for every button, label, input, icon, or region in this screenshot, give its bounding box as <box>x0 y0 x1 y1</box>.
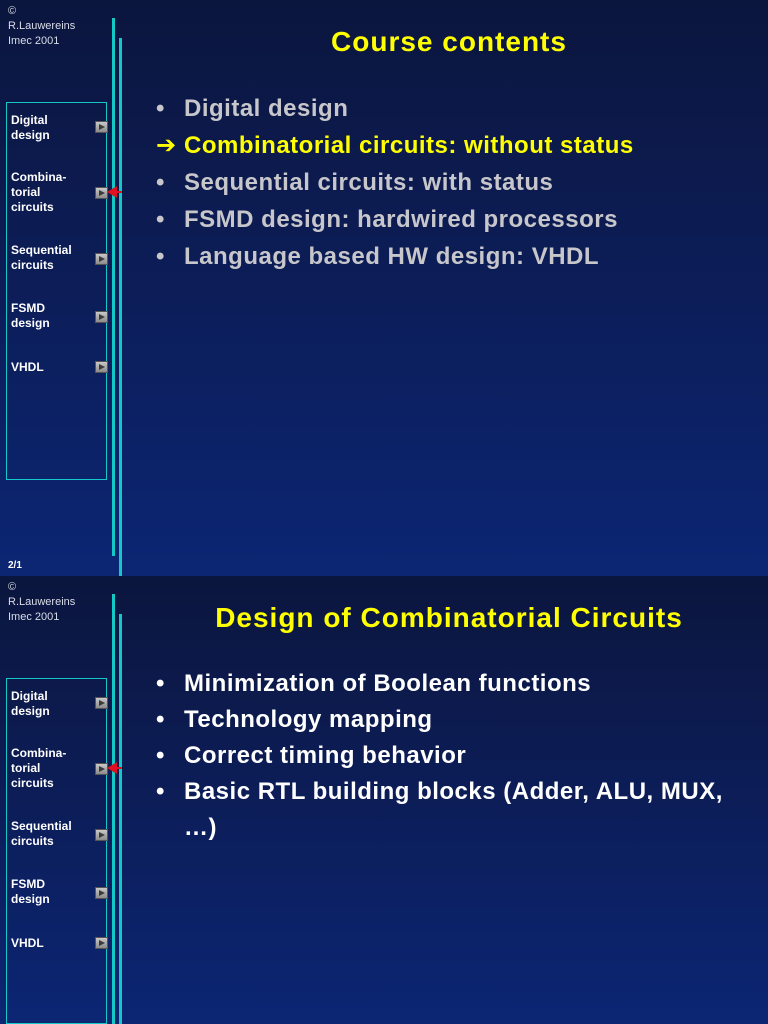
slide-title: Design of Combinatorial Circuits <box>215 602 683 633</box>
list-item <box>156 666 756 702</box>
nav-item-label: Digital design <box>11 689 50 718</box>
accent-line-left <box>112 594 115 1024</box>
list-item-current <box>156 127 756 164</box>
copyright-line: © <box>8 5 17 17</box>
play-arrow-icon[interactable] <box>95 887 108 899</box>
accent-line-right <box>119 614 122 1024</box>
bullet-list <box>156 666 756 846</box>
list-item-text: FSMD design: hardwired processors <box>184 206 618 233</box>
play-arrow-icon[interactable] <box>95 121 108 133</box>
nav-item-label: VHDL <box>11 360 44 374</box>
list-item <box>156 702 756 738</box>
list-item-text: Technology mapping <box>184 706 433 733</box>
bullet-marker: • <box>156 742 165 769</box>
play-arrow-icon[interactable] <box>95 829 108 841</box>
list-item <box>156 164 756 201</box>
list-item-text: Sequential circuits: with status <box>184 169 554 196</box>
bullet-marker: • <box>156 95 165 122</box>
arrow-right-icon: ➔ <box>156 132 177 159</box>
copyright-line: © <box>8 581 17 593</box>
nav-item-label: Sequential circuits <box>11 243 72 272</box>
accent-line-left <box>112 18 115 556</box>
red-pointer-stem <box>116 767 122 769</box>
play-arrow-icon[interactable] <box>95 937 108 949</box>
section-nav <box>6 678 107 1024</box>
list-item <box>156 201 756 238</box>
bullet-marker: • <box>156 778 165 805</box>
list-item <box>156 774 756 846</box>
list-item-text: Digital design <box>184 95 349 122</box>
nav-item-label: FSMD design <box>11 301 50 330</box>
copyright-line: R.Lauwereins <box>8 20 76 32</box>
play-arrow-icon[interactable] <box>95 253 108 265</box>
bullet-list <box>156 90 756 275</box>
list-item <box>156 238 756 275</box>
bullet-marker: • <box>156 169 165 196</box>
list-item <box>156 738 756 774</box>
list-item <box>156 90 756 127</box>
bullet-marker: • <box>156 206 165 233</box>
slide-title: Course contents <box>331 26 567 57</box>
play-arrow-icon[interactable] <box>95 311 108 323</box>
slide-design-combinatorial <box>0 576 768 1024</box>
accent-line-right <box>119 38 122 576</box>
nav-item-label: Combina- torial circuits <box>11 746 67 790</box>
play-arrow-icon[interactable] <box>95 697 108 709</box>
copyright-notice <box>8 580 75 625</box>
list-item-text: Correct timing behavior <box>184 742 467 769</box>
nav-item-label: VHDL <box>11 936 44 950</box>
page-number: 2/1 <box>8 560 22 571</box>
copyright-line: Imec 2001 <box>8 35 60 47</box>
nav-item-label: Sequential circuits <box>11 819 72 848</box>
nav-item-label: Combina- torial circuits <box>11 170 67 214</box>
list-item-text: Basic RTL building blocks (Adder, ALU, MUX, …) <box>184 778 723 841</box>
play-arrow-icon[interactable] <box>95 361 108 373</box>
copyright-line: R.Lauwereins <box>8 596 76 608</box>
list-item-text: Language based HW design: VHDL <box>184 243 600 270</box>
bullet-marker: • <box>156 670 165 697</box>
copyright-line: Imec 2001 <box>8 611 60 623</box>
copyright-notice <box>8 4 75 49</box>
list-item-text: Minimization of Boolean functions <box>184 670 592 697</box>
bullet-marker: • <box>156 706 165 733</box>
list-item-text: Combinatorial circuits: without status <box>184 132 634 159</box>
nav-item-label: FSMD design <box>11 877 50 906</box>
nav-item-label: Digital design <box>11 113 50 142</box>
red-pointer-stem <box>116 191 122 193</box>
section-nav <box>6 102 107 480</box>
bullet-marker: • <box>156 243 165 270</box>
